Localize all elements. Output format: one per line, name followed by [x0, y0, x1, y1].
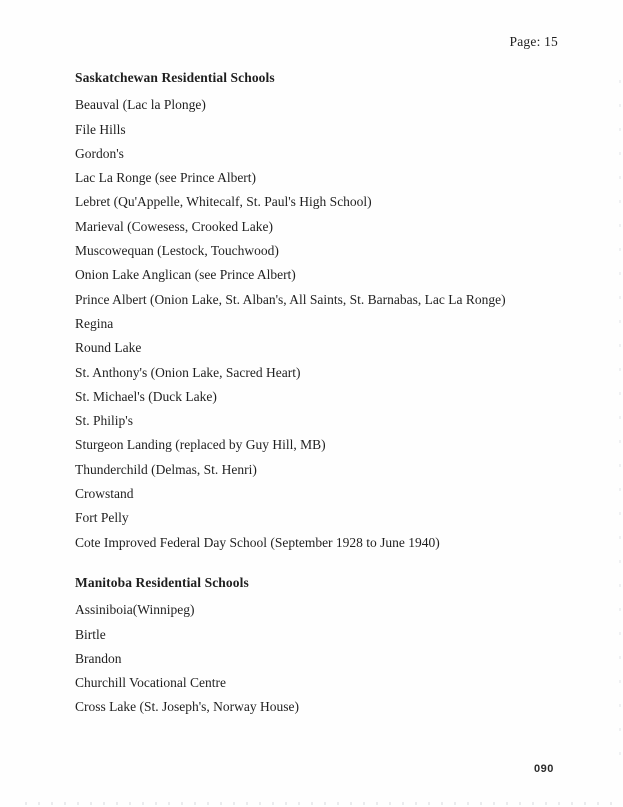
school-list-item: Lac La Ronge (see Prince Albert)	[75, 170, 257, 186]
document-stamp-number: 090	[534, 763, 554, 775]
school-list-item: Beauval (Lac la Plonge)	[75, 97, 206, 113]
school-list-item: St. Michael's (Duck Lake)	[75, 388, 217, 404]
school-list-item: Regina	[75, 315, 114, 331]
scan-artifact-bottom	[25, 802, 613, 805]
school-list-item: Churchill Vocational Centre	[75, 675, 226, 691]
school-list-item: Onion Lake Anglican (see Prince Albert)	[75, 267, 296, 283]
school-list-item: Cross Lake (St. Joseph's, Norway House)	[75, 699, 300, 715]
page-number: Page: 15	[509, 34, 558, 49]
school-list-item: Sturgeon Landing (replaced by Guy Hill, MB)	[75, 437, 326, 453]
section-saskatchewan	[75, 66, 588, 555]
section-heading: Manitoba Residential Schools	[75, 574, 249, 590]
school-list	[75, 598, 588, 719]
school-list-item: Lebret (Qu'Appelle, Whitecalf, St. Paul's High School)	[75, 194, 372, 210]
school-list-item: Brandon	[75, 650, 122, 666]
school-list-item: Gordon's	[75, 145, 124, 161]
school-list-item: Marieval (Cowesess, Crooked Lake)	[75, 218, 273, 234]
school-list-item: St. Philip's	[75, 413, 133, 429]
school-list-item: Birtle	[75, 626, 106, 642]
scan-artifact-right	[619, 80, 621, 767]
section-heading: Saskatchewan Residential Schools	[75, 70, 275, 85]
school-list-item: Cote Improved Federal Day School (September 1928 to June 1940)	[75, 534, 440, 550]
school-list-item: Fort Pelly	[75, 510, 129, 526]
school-list-item: St. Anthony's (Onion Lake, Sacred Heart)	[75, 364, 301, 380]
school-list	[75, 93, 588, 555]
school-list-item: Round Lake	[75, 340, 142, 356]
document-content	[75, 66, 588, 720]
school-list-item: Crowstand	[75, 486, 134, 502]
section-manitoba	[75, 571, 588, 720]
school-list-item: Muscowequan (Lestock, Touchwood)	[75, 243, 279, 259]
school-list-item: Assiniboia(Winnipeg)	[75, 602, 195, 618]
school-list-item: Thunderchild (Delmas, St. Henri)	[75, 461, 257, 477]
school-list-item: File Hills	[75, 121, 126, 137]
school-list-item: Prince Albert (Onion Lake, St. Alban's, All Saints, St. Barnabas, Lac La Ronge)	[75, 291, 506, 307]
